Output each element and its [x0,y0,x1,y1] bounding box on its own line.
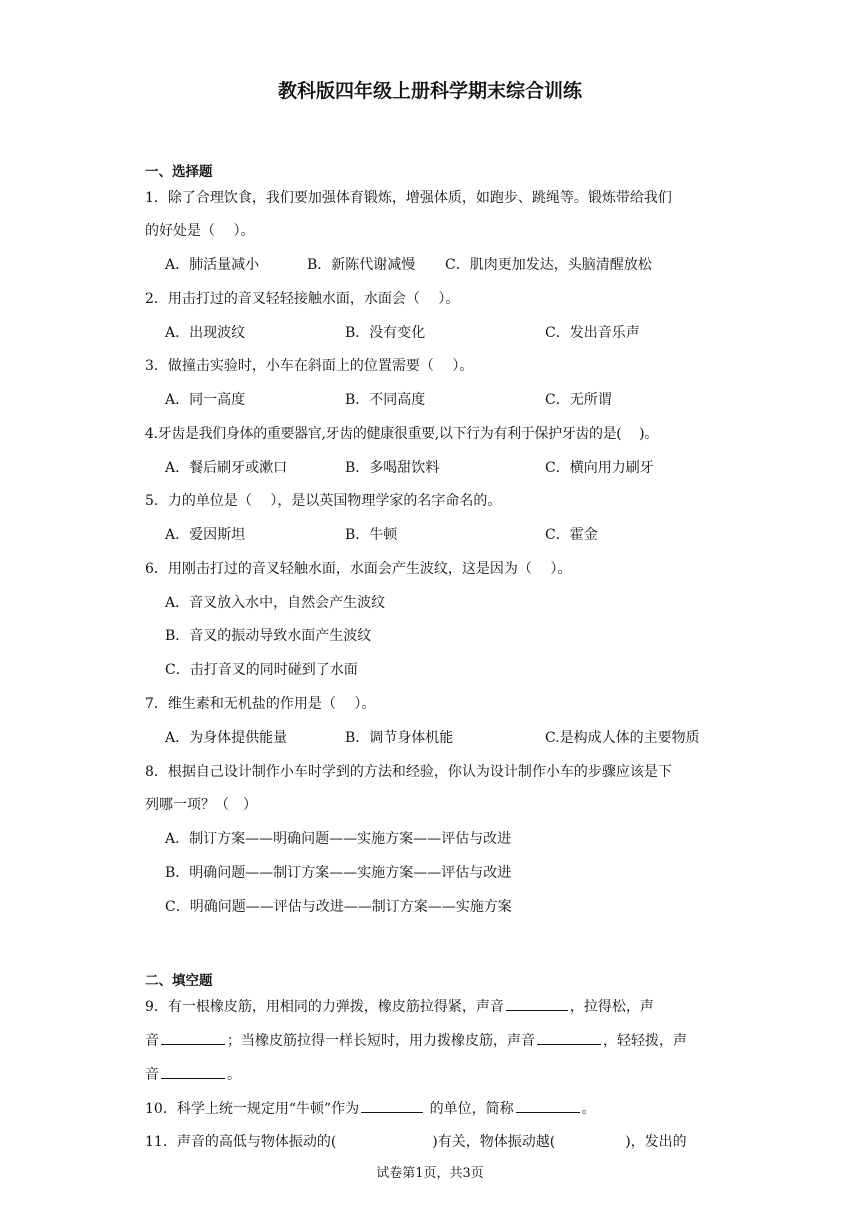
question-4-text: 4.牙齿是我们身体的重要器官,牙齿的健康很重要,以下行为有利于保护牙齿的是( )。 [145,426,658,442]
q4-option-c: C．横向用力刷牙 [545,460,654,476]
question-6-text: 6．用刚击打过的音叉轻触水面，水面会产生波纹，这是因为（ ）。 [145,561,572,577]
q3-option-c: C．无所谓 [545,392,612,408]
question-1-text-cont: 的好处是（ ）。 [145,223,255,239]
question-8-text: 8．根据自己设计制作小车时学到的方法和经验，你认为设计制作小车的步骤应该是下 [145,764,672,780]
q10-text-part: 的单位，简称 [425,1101,514,1117]
q9-text-part: 音 [145,1033,159,1049]
q5-option-b: B．牛顿 [345,527,398,543]
question-9-line-3 [145,1064,241,1084]
question-7-text: 7．维生素和无机盐的作用是（ ）。 [145,696,376,712]
q2-option-b: B．没有变化 [345,325,426,341]
question-9-line-1 [145,996,654,1016]
page-title: 教科版四年级上册科学期末综合训练 [277,80,582,102]
answer-blank[interactable] [161,1077,225,1079]
q8-option-c: C．明确问题——评估与改进——制订方案——实施方案 [165,899,512,915]
q3-option-a: A．同一高度 [165,392,246,408]
question-3-text: 3．做撞击实验时，小车在斜面上的位置需要（ ）。 [145,358,474,374]
q4-option-b: B．多喝甜饮料 [345,460,440,476]
q8-option-a: A．制订方案——明确问题——实施方案——评估与改进 [165,831,512,847]
question-11-text [145,1131,687,1151]
q3-option-b: B．不同高度 [345,392,426,408]
q2-option-c: C．发出音乐声 [545,325,640,341]
q10-text-part: 。 [581,1101,596,1117]
section-heading-fill: 二、填空题 [145,973,213,989]
q8-option-b: B．明确问题——制订方案——实施方案——评估与改进 [165,865,512,881]
q9-text-part: 音 [145,1067,159,1083]
question-8-text-cont: 列哪一项？（ ） [145,797,257,813]
page-footer: 试卷第1页，共3页 [376,1166,484,1181]
answer-blank[interactable] [361,1111,423,1113]
question-9-line-2 [145,1030,687,1050]
q9-text-part: ，轻轻拨，声 [603,1033,687,1049]
q5-option-c: C．霍金 [545,527,598,543]
q1-option-b: B．新陈代谢减慢 [307,257,416,273]
question-1-text: 1．除了合理饮食，我们要加强体育锻炼，增强体质，如跑步、跳绳等。锻炼带给我们 [145,190,672,206]
q7-option-b: B．调节身体机能 [345,730,454,746]
q9-text-part: 9．有一根橡皮筋，用相同的力弹拨，橡皮筋拉得紧，声音 [145,999,504,1015]
q1-option-a: A．肺活量减小 [165,257,260,273]
q4-option-a: A．餐后刷牙或漱口 [165,460,288,476]
q2-option-a: A．出现波纹 [165,325,246,341]
q1-option-c: C．肌肉更加发达，头脑清醒放松 [445,257,652,273]
answer-blank[interactable] [506,1009,568,1011]
answer-blank[interactable] [537,1043,601,1045]
q9-text-part: ；当橡皮筋拉得一样长短时，用力拨橡皮筋，声音 [227,1033,535,1049]
q7-option-a: A．为身体提供能量 [165,730,288,746]
q10-text-part: 10．科学上统一规定用“牛顿”作为 [145,1101,360,1117]
section-heading-choice: 一、选择题 [145,164,213,180]
q7-option-c: C.是构成人体的主要物质 [545,730,700,746]
q11-text-part: 11．声音的高低与物体振动的( [145,1134,337,1150]
q11-text-part: )，发出的 [625,1134,687,1150]
answer-blank[interactable] [516,1111,580,1113]
q5-option-a: A．爱因斯坦 [165,527,246,543]
q6-option-c: C．击打音叉的同时碰到了水面 [165,662,358,678]
question-5-text: 5．力的单位是（ ），是以英国物理学家的名字命名的。 [145,493,502,509]
q9-text-part: 。 [227,1067,241,1083]
q6-option-b: B．音叉的振动导致水面产生波纹 [165,628,372,644]
answer-blank[interactable] [161,1043,225,1045]
q11-text-part: )有关，物体振动越( [432,1134,556,1150]
q6-option-a: A．音叉放入水中，自然会产生波纹 [165,595,386,611]
q9-text-part: ，拉得松，声 [569,999,654,1015]
question-2-text: 2．用击打过的音叉轻轻接触水面，水面会（ ）。 [145,291,460,307]
question-10-text [145,1098,596,1118]
